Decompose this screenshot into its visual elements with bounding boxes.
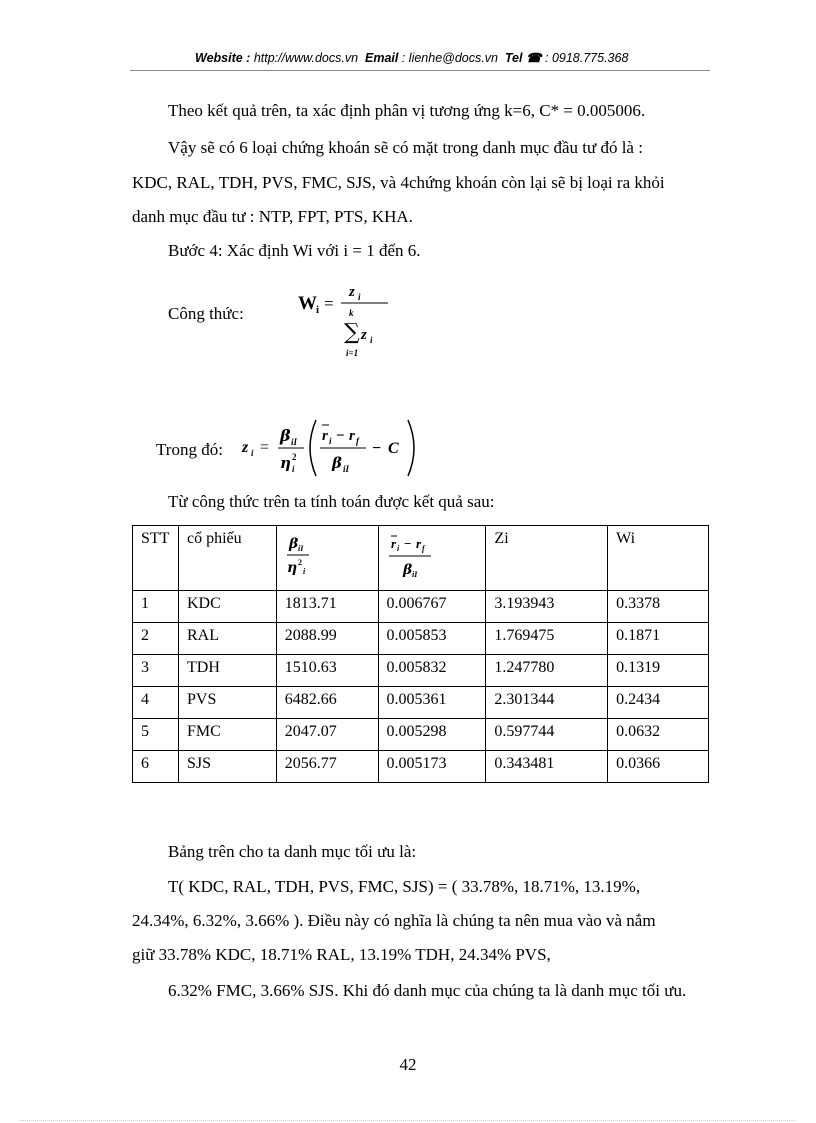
svg-text:i: i xyxy=(292,464,295,474)
conclusion-line-1: T( KDC, RAL, TDH, PVS, FMC, SJS) = ( 33.78%, 18.71%, 13.19%, xyxy=(168,877,641,896)
header-cell-excess-return xyxy=(378,526,486,591)
table-row xyxy=(133,591,709,623)
tel-value: : 0918.775.368 xyxy=(545,51,629,65)
table-cell: 0.005361 xyxy=(378,687,486,719)
svg-text:r: r xyxy=(349,428,355,444)
table-row xyxy=(133,623,709,655)
table-cell: 6482.66 xyxy=(276,687,378,719)
header-cell: cổ phiếu xyxy=(178,526,276,591)
table-cell: 1.769475 xyxy=(486,623,608,655)
page-bottom-divider xyxy=(20,1120,796,1121)
header-divider xyxy=(130,70,710,71)
svg-text:=: = xyxy=(260,439,270,456)
results-table xyxy=(132,525,709,783)
table-cell: 2 xyxy=(133,623,179,655)
table-intro: Từ công thức trên ta tính toán được kết quả sau: xyxy=(168,492,495,511)
table-cell: 0.005832 xyxy=(378,655,486,687)
conclusion-line-4: 6.32% FMC, 3.66% SJS. Khi đó danh mục của chúng ta là danh mục tối ưu. xyxy=(168,981,687,1000)
table-cell: 0.1319 xyxy=(608,655,709,687)
svg-text:−: − xyxy=(403,536,411,551)
svg-text:iI: iI xyxy=(291,437,298,447)
header-cell: Zi xyxy=(486,526,608,591)
svg-text:η: η xyxy=(286,560,297,576)
table-cell: 1813.71 xyxy=(276,591,378,623)
svg-text:i: i xyxy=(302,567,305,576)
tel-label: Tel ☎ xyxy=(504,51,542,65)
table-cell: 0.005853 xyxy=(378,623,486,655)
table-row xyxy=(133,655,709,687)
svg-text:−: − xyxy=(372,440,382,457)
page-number: 42 xyxy=(399,1055,417,1074)
svg-text:f: f xyxy=(421,544,425,553)
table-cell: 2056.77 xyxy=(276,751,378,783)
svg-text:∑: ∑ xyxy=(344,320,360,345)
table-cell: 0.005173 xyxy=(378,751,486,783)
table-cell: 0.006767 xyxy=(378,591,486,623)
table-cell: 3 xyxy=(133,655,179,687)
table-cell: 0.005298 xyxy=(378,719,486,751)
table-cell: KDC xyxy=(178,591,276,623)
paragraph-2-line-1: Vậy sẽ có 6 loại chứng khoán sẽ có mặt trong danh mục đầu tư đó là : xyxy=(168,138,643,157)
step-4-heading: Bước 4: Xác định Wi với i = 1 đến 6. xyxy=(168,241,421,260)
website-value: http://www.docs.vn xyxy=(253,51,359,65)
table-cell: 1.247780 xyxy=(486,655,608,687)
svg-text:=: = xyxy=(324,294,334,313)
table-cell: 1 xyxy=(133,591,179,623)
excess-return-formula xyxy=(387,530,457,580)
email-value: : lienhe@docs.vn xyxy=(401,51,498,65)
svg-text:i: i xyxy=(358,292,361,302)
paragraph-1: Theo kết quả trên, ta xác định phân vị tương ứng k=6, C* = 0.005006. xyxy=(168,101,646,120)
svg-text:i: i xyxy=(370,335,373,345)
svg-text:i: i xyxy=(251,448,254,458)
svg-text:r: r xyxy=(322,428,328,444)
svg-text:k: k xyxy=(349,308,354,318)
svg-text:z: z xyxy=(349,284,355,300)
table-cell: 5 xyxy=(133,719,179,751)
table-cell: TDH xyxy=(178,655,276,687)
formula-label: Công thức: xyxy=(168,304,244,323)
svg-text:C: C xyxy=(388,440,399,457)
page-header xyxy=(195,50,665,65)
svg-text:i=1: i=1 xyxy=(346,348,359,358)
svg-text:iI: iI xyxy=(343,464,350,474)
svg-text:z: z xyxy=(361,327,367,343)
table-cell: 0.343481 xyxy=(486,751,608,783)
table-cell: 2.301344 xyxy=(486,687,608,719)
table-cell: 1510.63 xyxy=(276,655,378,687)
paragraph-2-line-2: KDC, RAL, TDH, PVS, FMC, SJS, và 4chứng khoán còn lại sẽ bị loại ra khỏi xyxy=(132,173,665,192)
svg-text:i: i xyxy=(316,304,320,316)
svg-text:β: β xyxy=(288,536,299,552)
svg-text:i: i xyxy=(329,436,332,446)
table-cell: 2088.99 xyxy=(276,623,378,655)
table-header-row xyxy=(133,526,709,591)
table-cell: 0.0366 xyxy=(608,751,709,783)
header-cell: Wi xyxy=(608,526,709,591)
beta-over-eta-formula xyxy=(285,530,325,580)
header-cell: STT xyxy=(133,526,179,591)
svg-text:r: r xyxy=(415,536,421,551)
table-cell: 0.2434 xyxy=(608,687,709,719)
table-cell: RAL xyxy=(178,623,276,655)
svg-text:β: β xyxy=(402,562,412,578)
table-cell: FMC xyxy=(178,719,276,751)
table-cell: 0.1871 xyxy=(608,623,709,655)
table-row xyxy=(133,719,709,751)
website-label: Website : xyxy=(195,51,251,65)
conclusion-line-2: 24.34%, 6.32%, 3.66% ). Điều này có nghĩa là chúng ta nên mua vào và nắm xyxy=(132,911,656,930)
table-cell: 4 xyxy=(133,687,179,719)
conclusion-intro: Bảng trên cho ta danh mục tối ưu là: xyxy=(168,842,417,861)
header-cell-beta-eta xyxy=(276,526,378,591)
svg-text:r: r xyxy=(390,536,396,551)
svg-text:iI: iI xyxy=(297,544,304,553)
table-cell: 2047.07 xyxy=(276,719,378,751)
svg-text:i: i xyxy=(396,544,399,553)
svg-text:η: η xyxy=(280,454,291,472)
weight-formula xyxy=(296,276,406,366)
table-cell: SJS xyxy=(178,751,276,783)
table-cell: PVS xyxy=(178,687,276,719)
svg-text:f: f xyxy=(356,436,359,446)
svg-text:β: β xyxy=(332,454,342,472)
table-row xyxy=(133,751,709,783)
paragraph-2-line-3: danh mục đầu tư : NTP, FPT, PTS, KHA. xyxy=(132,207,413,226)
table-cell: 6 xyxy=(133,751,179,783)
table-row xyxy=(133,687,709,719)
svg-text:β: β xyxy=(280,426,291,445)
svg-text:iI: iI xyxy=(411,570,417,579)
svg-text:2: 2 xyxy=(292,452,297,462)
table-cell: 3.193943 xyxy=(486,591,608,623)
email-label: Email xyxy=(365,51,399,65)
table-cell: 0.0632 xyxy=(608,719,709,751)
where-label: Trong đó: xyxy=(156,440,223,459)
svg-text:2: 2 xyxy=(297,558,302,567)
conclusion-line-3: giữ 33.78% KDC, 18.71% RAL, 13.19% TDH, 24.34% PVS, xyxy=(132,945,551,964)
svg-text:−: − xyxy=(336,428,345,444)
svg-text:W: W xyxy=(298,293,317,314)
z-formula xyxy=(240,414,430,482)
table-cell: 0.3378 xyxy=(608,591,709,623)
table-cell: 0.597744 xyxy=(486,719,608,751)
svg-text:z: z xyxy=(242,439,249,456)
